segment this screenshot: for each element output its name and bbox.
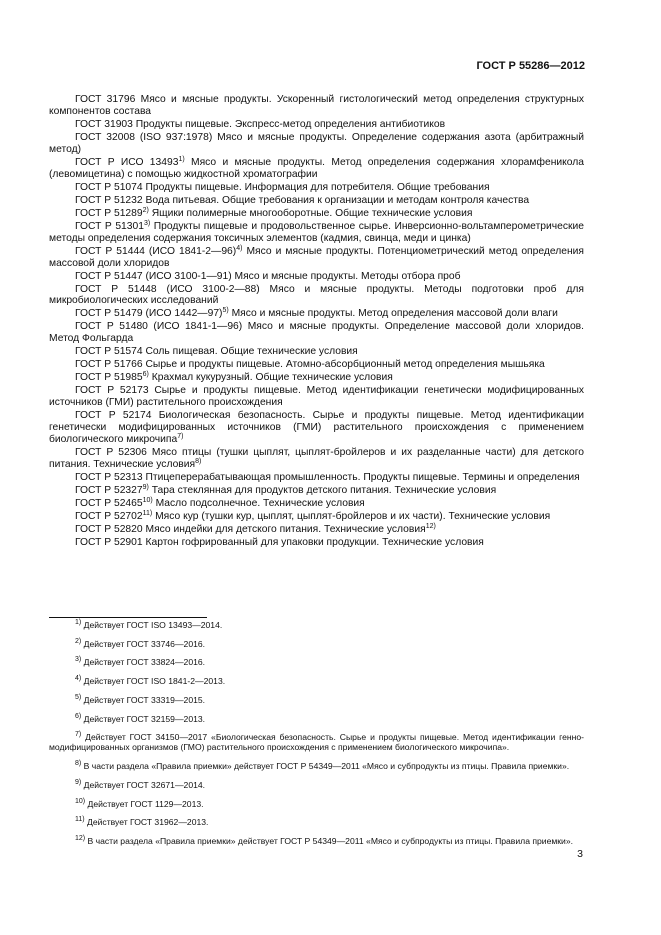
reference-item: ГОСТ Р 51074 Продукты пищевые. Информация для потребителя. Общие требования (75, 181, 490, 193)
reference-item: ГОСТ Р 52306 Мясо птицы (тушки цыплят, цыплят-бройлеров и их разделанные части) для детского питания. Технические условия$^{8)}$ (49, 447, 584, 470)
footnote: $^{12)}$ В части раздела «Правила приемки» действует ГОСТ Р 54349—2011 «Мясо и субпродукты из птицы. Правила приемки». (75, 834, 574, 846)
reference-item: ГОСТ Р 52820 Мясо индейки для детского питания. Технические условия$^{12)}$ (75, 522, 436, 535)
reference-item: ГОСТ 31903 Продукты пищевые. Экспресс-метод определения антибиотиков (75, 118, 446, 130)
reference-item: ГОСТ 32008 (ISO 937:1978) Мясо и мясные продукты. Определение содержания азота (арбитражный метод) (49, 131, 584, 155)
reference-item: ГОСТ Р 52174 Биологическая безопасность. Сырье и продукты пищевые. Метод идентификации генетически модифицированных источников (ГМИ) растительного происхождения с применением биологического микрочипа$^{7)}$ (49, 410, 584, 446)
reference-item: ГОСТ Р 52313 Птицеперерабатывающая промышленность. Продукты пищевые. Термины и определения (75, 471, 580, 483)
reference-item: ГОСТ Р 51480 (ИСО 1841-1—96) Мясо и мясные продукты. Определение массовой доли хлоридов. Метод Фольгарда (49, 321, 585, 345)
footnotes-list (49, 620, 584, 855)
footnote: $^{8)}$ В части раздела «Правила приемки» действует ГОСТ Р 54349—2011 «Мясо и субпродукты из птицы. Правила приемки». (75, 760, 570, 772)
reference-item: ГОСТ Р 51289$^{2)}$ Ящики полимерные многооборотные. Общие технические условия (75, 206, 473, 219)
footnote: $^{5)}$ Действует ГОСТ 33319—2015. (75, 693, 206, 705)
footnote: $^{7)}$ Действует ГОСТ 34150—2017 «Биологическая безопасность. Сырье и продукты пищевые. Метод идентификации генно-модифицированных организмов (ГМО) растительного происхождения с применением биологического микрочипа». (49, 731, 584, 753)
footnote: $^{2)}$ Действует ГОСТ 33746—2016. (75, 637, 206, 649)
references-list (49, 94, 584, 549)
footnote: $^{1)}$ Действует ГОСТ ISO 13493—2014. (75, 619, 223, 630)
reference-item: ГОСТ Р 52173 Сырье и продукты пищевые. Метод идентификации генетически модифицированных источников (ГМИ) растительного происхождения (49, 385, 584, 409)
reference-item: ГОСТ Р 52465$^{10)}$ Масло подсолнечное. Технические условия (75, 496, 365, 509)
reference-item: ГОСТ Р 51232 Вода питьевая. Общие требования к организации и методам контроля качества (75, 194, 530, 206)
reference-item: ГОСТ 31796 Мясо и мясные продукты. Ускоренный гистологический метод определения структурных компонентов состава (49, 94, 585, 117)
page-number: 3 (577, 848, 583, 860)
reference-item: ГОСТ Р 52327$^{9)}$ Тара стеклянная для продуктов детского питания. Технические условия (75, 483, 497, 496)
document-header: ГОСТ Р 55286—2012 (476, 60, 585, 72)
reference-item: ГОСТ Р 51985$^{6)}$ Крахмал кукурузный. Общие технические условия (75, 371, 393, 384)
reference-item: ГОСТ Р 51766 Сырье и продукты пищевые. Атомно-абсорбционный метод определения мышьяка (75, 359, 545, 371)
footnote: $^{4)}$ Действует ГОСТ ISO 1841-2—2013. (75, 675, 226, 687)
footnote: $^{10)}$ Действует ГОСТ 1129—2013. (75, 797, 204, 809)
footnote: $^{9)}$ Действует ГОСТ 32671—2014. (75, 778, 206, 790)
footnote-divider (49, 617, 207, 618)
reference-item: ГОСТ Р 52702$^{11)}$ Мясо кур (тушки кур, цыплят, цыплят-бройлеров и их части). Технические условия (75, 509, 551, 522)
reference-item: ГОСТ Р 51301$^{3)}$ Продукты пищевые и продовольственное сырье. Инверсионно-вольтамперометрические методы определения содержания токсичных элементов (кадмия, свинца, меди и цинка) (49, 219, 584, 244)
reference-item: ГОСТ Р 52901 Картон гофрированный для упаковки продукции. Технические условия (75, 536, 484, 548)
reference-item: ГОСТ Р 51574 Соль пищевая. Общие технические условия (75, 346, 358, 358)
footnote: $^{6)}$ Действует ГОСТ 32159—2013. (75, 712, 206, 724)
footnote: $^{11)}$ Действует ГОСТ 31962—2013. (75, 816, 209, 828)
reference-item: ГОСТ Р 51479 (ИСО 1442—97)$^{5)}$ Мясо и мясные продукты. Метод определения массовой доли влаги (75, 307, 558, 320)
footnote: $^{3)}$ Действует ГОСТ 33824—2016. (75, 656, 206, 668)
reference-item: ГОСТ Р 51447 (ИСО 3100-1—91) Мясо и мясные продукты. Методы отбора проб (75, 270, 461, 282)
reference-item: ГОСТ Р ИСО 13493$^{1)}$ Мясо и мясные продукты. Метод определения содержания хлорамфеникола (левомицетина) с помощью жидкостной хроматографии (49, 155, 584, 180)
reference-item: ГОСТ Р 51448 (ИСО 3100-2—88) Мясо и мясные продукты. Методы подготовки проб для микробиологических исследований (49, 283, 584, 307)
reference-item: ГОСТ Р 51444 (ИСО 1841-2—96)$^{4)}$ Мясо и мясные продукты. Потенциометрический метод определения массовой доли хлоридов (49, 244, 585, 269)
